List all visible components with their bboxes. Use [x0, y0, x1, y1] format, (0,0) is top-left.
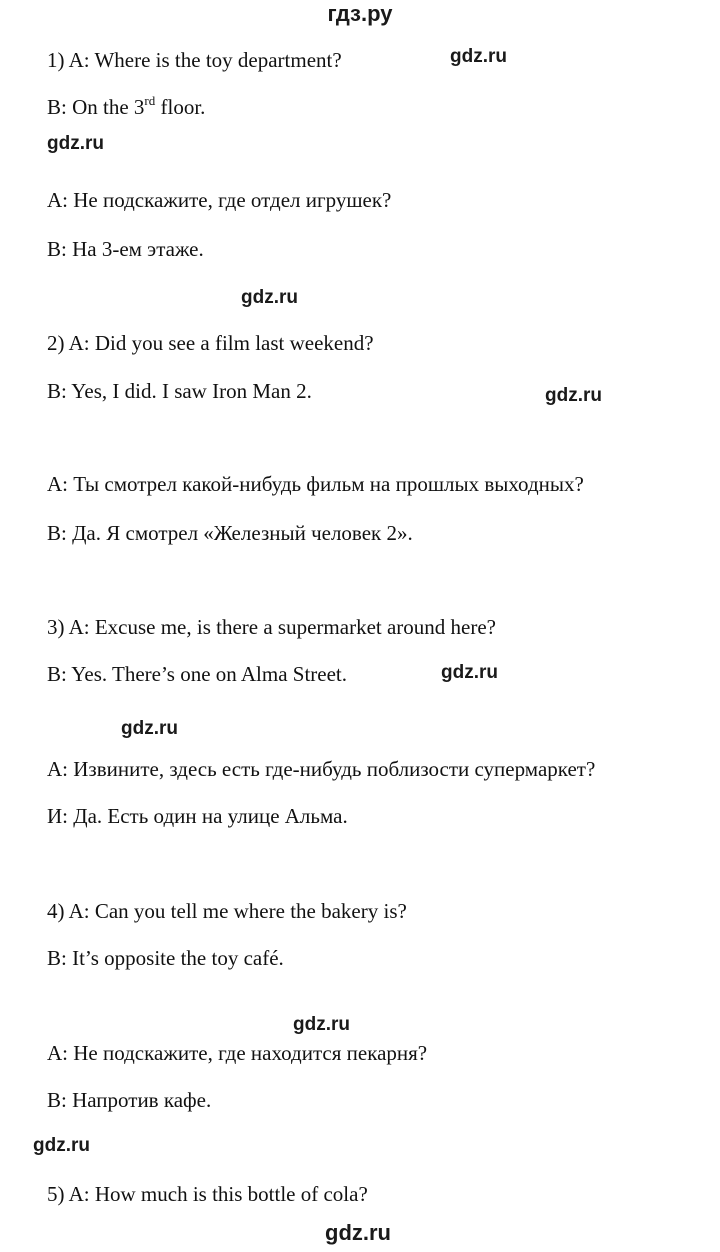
dialogue-1-ru-answer: B: На 3-ем этаже.: [47, 237, 204, 261]
watermark-4: gdz.ru: [545, 385, 602, 406]
watermark-2: gdz.ru: [47, 133, 104, 154]
dialogue-3-ru-question: A: Извините, здесь есть где-нибудь поблизости супермаркет?: [47, 757, 596, 781]
dialogue-2-ru-answer: B: Да. Я смотрел «Железный человек 2».: [47, 521, 413, 545]
dialogue-3-en-answer: B: Yes. There’s one on Alma Street.: [47, 662, 348, 686]
watermark-8: gdz.ru: [33, 1135, 90, 1156]
site-title: гдз.ру: [327, 1, 393, 26]
dialogue-2-en-question: 2) A: Did you see a film last weekend?: [47, 331, 374, 355]
dialogue-2-en-answer: B: Yes, I did. I saw Iron Man 2.: [47, 379, 312, 403]
dialogue-1-ru-question: A: Не подскажите, где отдел игрушек?: [47, 188, 392, 212]
watermark-6: gdz.ru: [121, 718, 178, 739]
dialogue-2-ru-question: A: Ты смотрел какой-нибудь фильм на прошлых выходных?: [47, 472, 584, 496]
dialogue-1-en-answer-suffix: floor.: [155, 95, 206, 119]
watermark-3: gdz.ru: [241, 287, 298, 308]
watermark-5: gdz.ru: [441, 662, 498, 683]
dialogue-1-en-answer-superscript: rd: [144, 93, 156, 108]
dialogue-4-en-question: 4) A: Can you tell me where the bakery is?: [47, 899, 407, 923]
watermark-7: gdz.ru: [293, 1014, 350, 1035]
dialogue-4-ru-question: A: Не подскажите, где находится пекарня?: [47, 1041, 428, 1065]
dialogue-1-en-answer-prefix: B: On the 3: [47, 95, 145, 119]
dialogue-1-en-question: 1) A: Where is the toy department?: [47, 48, 342, 72]
dialogue-3-en-question: 3) A: Excuse me, is there a supermarket around here?: [47, 615, 496, 639]
dialogue-1-en-answer: [47, 95, 205, 119]
watermark-1: gdz.ru: [450, 46, 507, 67]
dialogue-4-en-answer: B: It’s opposite the toy café.: [47, 946, 284, 970]
watermark-9: gdz.ru: [325, 1220, 391, 1245]
dialogue-3-ru-answer: И: Да. Есть один на улице Альма.: [47, 804, 348, 828]
dialogue-4-ru-answer: B: Напротив кафе.: [47, 1088, 212, 1112]
dialogue-5-en-question: 5) A: How much is this bottle of cola?: [47, 1182, 368, 1206]
